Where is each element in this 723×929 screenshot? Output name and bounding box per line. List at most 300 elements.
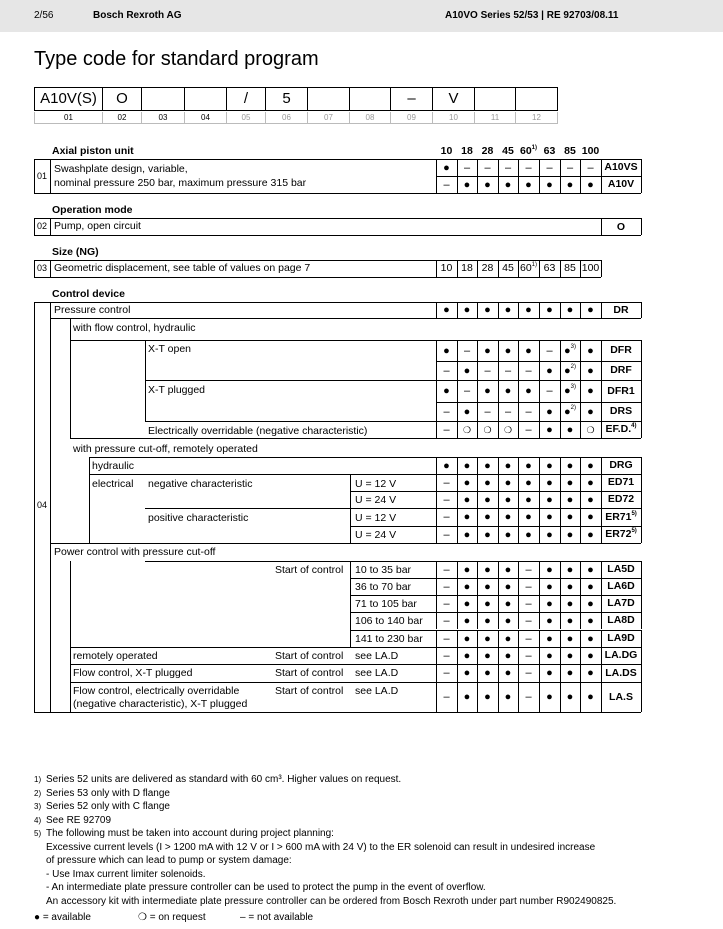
- cell-border: [457, 421, 458, 438]
- size-cell: [580, 262, 601, 274]
- cell-border: [560, 630, 561, 647]
- table-rule: [70, 682, 641, 683]
- voltage-label: U = 12 V: [355, 512, 397, 524]
- availability-cell: [457, 632, 477, 646]
- availability-mark: ●: [566, 178, 574, 191]
- availability-cell: [498, 344, 518, 358]
- cell-border: [560, 508, 561, 526]
- row-description: Swashplate design, variable,: [54, 163, 188, 175]
- availability-mark: ●: [587, 563, 594, 576]
- availability-mark: –: [525, 364, 532, 377]
- cell-border: [641, 561, 642, 578]
- table-rule: [145, 561, 641, 562]
- availability-mark: –: [443, 178, 450, 191]
- availability-mark: ●: [504, 459, 512, 472]
- cell-border: [457, 647, 458, 664]
- cell-border: [539, 402, 540, 421]
- availability-mark: ●: [566, 580, 574, 593]
- cell-border: [518, 682, 519, 712]
- code-text: DRF: [610, 364, 632, 376]
- availability-cell: [539, 510, 560, 524]
- table-rule: [34, 712, 641, 713]
- type-code-value: [601, 632, 641, 644]
- row-description: Pump, open circuit: [54, 220, 141, 232]
- cell-border: [601, 402, 602, 421]
- availability-cell: [539, 423, 560, 437]
- size-cell: [498, 262, 518, 274]
- type-code-value: [601, 493, 641, 505]
- table-rule: [34, 218, 35, 235]
- availability-mark: ●: [504, 344, 512, 357]
- availability-cell: [518, 580, 539, 594]
- cell-border: [498, 630, 499, 647]
- availability-cell: [457, 303, 477, 317]
- availability-mark: ●: [504, 178, 512, 191]
- availability-mark: ●: [484, 304, 491, 316]
- availability-mark: ●: [463, 580, 471, 593]
- availability-cell: [580, 580, 601, 594]
- availability-mark: ●: [564, 385, 571, 397]
- availability-cell: [580, 614, 601, 628]
- availability-mark: –: [443, 563, 450, 576]
- cell-border: [539, 159, 540, 176]
- availability-cell: [539, 178, 560, 192]
- availability-cell: [580, 563, 601, 577]
- availability-cell: [498, 476, 518, 490]
- cell-border: [518, 159, 519, 176]
- cell-border: [641, 630, 642, 647]
- availability-mark: –: [443, 511, 450, 523]
- availability-cell: [560, 459, 580, 473]
- availability-mark: ●: [463, 304, 471, 316]
- type-code-position: 11: [475, 112, 516, 124]
- code-text: LA.S: [609, 690, 633, 703]
- availability-cell: [457, 649, 477, 663]
- availability-mark: ●: [525, 511, 532, 523]
- availability-mark: ●: [566, 423, 574, 436]
- cell-border: [641, 595, 642, 612]
- availability-cell: [436, 528, 457, 542]
- availability-cell: [580, 476, 601, 490]
- availability-mark: ●: [463, 364, 471, 377]
- availability-mark: ●: [484, 649, 491, 662]
- row-label: X-T open: [148, 343, 191, 355]
- size-value: 45: [502, 262, 514, 274]
- cell-border: [518, 474, 519, 491]
- row-description: nominal pressure 250 bar, maximum pressure 315 bar: [54, 177, 307, 189]
- cell-border: [457, 595, 458, 612]
- availability-mark: –: [443, 364, 450, 377]
- start-of-control-label: Start of control: [275, 564, 344, 576]
- availability-cell: [518, 384, 539, 398]
- footnote-text: The following must be taken into account during project planning:: [46, 828, 334, 839]
- cell-border: [601, 561, 602, 578]
- type-code-cell: –: [391, 87, 433, 111]
- cell-border: [518, 402, 519, 421]
- cell-border: [457, 630, 458, 647]
- cell-border: [641, 421, 642, 438]
- availability-cell: [539, 614, 560, 628]
- cell-border: [518, 176, 519, 193]
- availability-cell: [580, 303, 601, 317]
- availability-cell: [477, 384, 498, 398]
- cell-border: [539, 457, 540, 474]
- cell-border: [436, 176, 437, 193]
- cell-border: [539, 302, 540, 318]
- row-label: Flow control, X-T plugged: [73, 667, 193, 679]
- cell-border: [601, 421, 602, 438]
- footnote-number: 2): [34, 788, 42, 798]
- cell-border: [436, 380, 437, 402]
- block-rule: [350, 561, 351, 647]
- availability-mark: ●: [504, 511, 512, 523]
- type-code-value: [601, 649, 641, 661]
- availability-mark: ●: [463, 528, 471, 541]
- availability-cell: [539, 597, 560, 611]
- cell-border: [539, 578, 540, 595]
- table-rule: [34, 277, 601, 278]
- availability-cell: [457, 493, 477, 507]
- cell-border: [457, 578, 458, 595]
- availability-cell: [498, 493, 518, 507]
- cell-border: [560, 682, 561, 712]
- availability-mark: ●: [525, 304, 532, 316]
- availability-cell: [457, 459, 477, 473]
- code-text: ER72: [605, 528, 632, 540]
- availability-mark: ●: [546, 614, 553, 627]
- size-cell: [457, 262, 477, 274]
- cell-border: [601, 508, 602, 526]
- footnote-text: Series 52 only with C flange: [46, 801, 170, 812]
- availability-cell: [539, 528, 560, 542]
- cell-border: [539, 340, 540, 361]
- footnote: [34, 773, 714, 787]
- size-header: [477, 145, 498, 157]
- cell-border: [641, 508, 642, 526]
- availability-mark: ●: [504, 580, 512, 593]
- cell-border: [580, 302, 581, 318]
- availability-mark: ●: [463, 476, 471, 489]
- type-code-value: [601, 161, 641, 173]
- cell-border: [518, 526, 519, 543]
- availability-cell: [436, 614, 457, 628]
- voltage-label: U = 24 V: [355, 529, 397, 541]
- availability-mark: ●: [546, 493, 553, 506]
- availability-cell: [539, 493, 560, 507]
- availability-cell: [518, 597, 539, 611]
- cell-border: [641, 340, 642, 361]
- size-header: [560, 145, 580, 157]
- cell-border: [601, 630, 602, 647]
- availability-mark: ●: [566, 614, 574, 627]
- row-label: electrical: [92, 478, 134, 490]
- availability-cell: [580, 690, 601, 704]
- footnote-number: 5): [34, 829, 42, 838]
- voltage-label: U = 24 V: [355, 494, 397, 506]
- cell-border: [498, 176, 499, 193]
- availability-cell: [498, 597, 518, 611]
- cell-border: [601, 595, 602, 612]
- size-cell: [518, 262, 539, 274]
- availability-mark: –: [525, 632, 532, 645]
- availability-cell: [580, 405, 601, 419]
- footnote-ref: 1): [531, 262, 538, 268]
- availability-cell: [436, 563, 457, 577]
- type-code-value: [601, 304, 641, 316]
- cell-border: [601, 340, 602, 361]
- availability-mark: ●: [566, 597, 574, 610]
- availability-mark: ●: [504, 597, 512, 610]
- availability-mark: ●: [566, 493, 574, 506]
- availability-cell: [477, 510, 498, 524]
- cell-border: [641, 491, 642, 508]
- availability-mark: ●: [564, 405, 571, 418]
- cell-border: [518, 421, 519, 438]
- code-text: ED72: [607, 493, 635, 505]
- size-cell: [477, 262, 498, 274]
- cell-border: [601, 260, 602, 277]
- type-code-value: [601, 691, 641, 703]
- cell-border: [539, 612, 540, 629]
- availability-cell: [477, 178, 498, 192]
- type-code-value: [601, 385, 641, 397]
- availability-mark: ●: [525, 476, 532, 489]
- size-cell: [560, 262, 580, 274]
- table-rule: [50, 218, 51, 235]
- table-rule: [350, 595, 641, 596]
- type-code-cell: [142, 87, 185, 111]
- availability-cell: [560, 476, 580, 490]
- cell-border: [457, 340, 458, 361]
- availability-cell: [436, 178, 457, 192]
- availability-mark: ●: [587, 580, 594, 593]
- cell-border: [457, 176, 458, 193]
- voltage-label: U = 12 V: [355, 478, 397, 490]
- footnote-number: 3): [34, 802, 42, 811]
- cell-border: [580, 176, 581, 193]
- availability-cell: [518, 303, 539, 317]
- availability-cell: [436, 580, 457, 594]
- cell-border: [457, 526, 458, 543]
- cell-border: [436, 508, 437, 526]
- availability-mark: –: [443, 493, 450, 506]
- code-text: LA7D: [607, 597, 635, 609]
- cell-border: [560, 647, 561, 664]
- availability-cell: [436, 649, 457, 663]
- availability-mark: –: [443, 580, 450, 593]
- cell-border: [641, 361, 642, 380]
- availability-mark: ●: [525, 344, 532, 357]
- availability-mark: ●: [484, 563, 491, 576]
- availability-cell: [477, 161, 498, 175]
- availability-mark: ●: [525, 459, 532, 472]
- cell-border: [436, 595, 437, 612]
- type-code-value: [601, 563, 641, 575]
- availability-cell: [498, 423, 518, 437]
- cell-border: [498, 361, 499, 380]
- cell-border: [457, 682, 458, 712]
- availability-mark: –: [525, 161, 532, 174]
- reference-label: see LA.D: [355, 685, 399, 697]
- legend-on-request: ❍ = on request: [138, 912, 206, 923]
- cell-border: [477, 491, 478, 508]
- availability-mark: ●: [587, 632, 594, 645]
- availability-mark: –: [525, 423, 532, 436]
- cell-border: [498, 302, 499, 318]
- cell-border: [436, 664, 437, 682]
- cell-border: [539, 474, 540, 491]
- cell-border: [560, 526, 561, 543]
- availability-mark: ●: [443, 385, 450, 397]
- size-value: 85: [564, 145, 576, 157]
- availability-mark: ●: [566, 667, 574, 679]
- cell-border: [457, 361, 458, 380]
- cell-border: [436, 578, 437, 595]
- availability-cell: [518, 614, 539, 628]
- cell-border: [580, 612, 581, 629]
- availability-cell: [436, 476, 457, 490]
- cell-border: [560, 402, 561, 421]
- cell-border: [498, 402, 499, 421]
- availability-mark: ●: [463, 459, 471, 472]
- type-code-position: 07: [308, 112, 350, 124]
- availability-cell: [560, 364, 580, 378]
- availability-cell: [580, 344, 601, 358]
- size-header: [436, 145, 457, 157]
- cell-border: [560, 664, 561, 682]
- cell-border: [436, 159, 437, 176]
- cell-border: [580, 402, 581, 421]
- row-number: 03: [37, 263, 48, 273]
- availability-mark: ●: [525, 178, 532, 191]
- cell-border: [518, 508, 519, 526]
- availability-cell: [580, 161, 601, 175]
- availability-mark: ●: [504, 528, 512, 541]
- cell-border: [601, 361, 602, 380]
- cell-border: [641, 578, 642, 595]
- availability-cell: [457, 563, 477, 577]
- cell-border: [477, 612, 478, 629]
- cell-border: [601, 474, 602, 491]
- availability-cell: [580, 493, 601, 507]
- table-rule: [350, 526, 641, 527]
- availability-mark: –: [484, 405, 491, 418]
- availability-mark: –: [525, 667, 532, 679]
- table-rule: [350, 630, 641, 631]
- cell-border: [498, 159, 499, 176]
- availability-cell: [580, 423, 601, 437]
- table-rule: [89, 474, 641, 475]
- availability-mark: ●: [484, 528, 491, 541]
- availability-mark: ●: [546, 667, 553, 679]
- availability-cell: [539, 384, 560, 398]
- availability-cell: [580, 510, 601, 524]
- availability-mark: ●: [546, 459, 553, 472]
- cell-border: [641, 402, 642, 421]
- type-code-value: O: [616, 221, 626, 233]
- availability-mark: ●: [504, 691, 512, 703]
- cell-border: [539, 380, 540, 402]
- document-reference: A10VO Series 52/53 | RE 92703/08.11: [445, 10, 619, 21]
- availability-cell: [457, 405, 477, 419]
- availability-cell: [580, 459, 601, 473]
- row-label: with flow control, hydraulic: [73, 322, 196, 334]
- availability-cell: [518, 563, 539, 577]
- table-rule: [34, 302, 35, 712]
- cell-border: [580, 508, 581, 526]
- cell-border: [457, 664, 458, 682]
- size-cell: [436, 262, 457, 274]
- footnote-ref: 2): [570, 404, 576, 411]
- block-rule: [145, 340, 146, 421]
- availability-mark: –: [443, 614, 450, 627]
- table-rule: [50, 302, 51, 712]
- cell-border: [477, 361, 478, 380]
- availability-cell: [457, 690, 477, 704]
- type-code-position: 01: [34, 112, 103, 124]
- availability-cell: [436, 364, 457, 378]
- cell-border: [601, 159, 602, 176]
- availability-mark: ❍: [503, 424, 513, 435]
- cell-border: [580, 647, 581, 664]
- availability-cell: [539, 666, 560, 680]
- availability-mark: –: [525, 405, 532, 418]
- availability-cell: [477, 597, 498, 611]
- cell-border: [498, 526, 499, 543]
- cell-border: [580, 474, 581, 491]
- availability-cell: [560, 528, 580, 542]
- availability-mark: ●: [587, 405, 594, 418]
- availability-mark: –: [443, 667, 450, 679]
- availability-cell: [518, 649, 539, 663]
- cell-border: [436, 647, 437, 664]
- availability-cell: [498, 632, 518, 646]
- type-code-cell: [308, 87, 350, 111]
- size-value: 10: [440, 145, 453, 157]
- cell-border: [560, 612, 561, 629]
- availability-mark: ●: [525, 528, 532, 541]
- reference-label: see LA.D: [355, 667, 399, 679]
- company-name: Bosch Rexroth AG: [93, 10, 182, 21]
- cell-border: [498, 595, 499, 612]
- availability-mark: ●: [587, 528, 594, 541]
- table-rule: [34, 260, 601, 261]
- availability-cell: [518, 364, 539, 378]
- availability-mark: –: [443, 632, 450, 645]
- availability-cell: [560, 649, 580, 663]
- availability-mark: ●: [587, 304, 594, 316]
- cell-border: [601, 526, 602, 543]
- cell-border: [580, 361, 581, 380]
- availability-mark: ●: [484, 597, 491, 610]
- cell-border: [457, 491, 458, 508]
- cell-border: [498, 491, 499, 508]
- footnote-text: See RE 92709: [46, 814, 112, 826]
- cell-border: [601, 664, 602, 682]
- row-number: 02: [37, 221, 48, 231]
- cell-border: [498, 421, 499, 438]
- availability-mark: ❍: [462, 424, 472, 435]
- cell-border: [560, 491, 561, 508]
- footnote-number: 1): [34, 775, 42, 784]
- cell-border: [518, 380, 519, 402]
- footnote-5-line: - Use Imax current limiter solenoids.: [46, 868, 206, 880]
- availability-cell: [457, 476, 477, 490]
- availability-mark: ●: [546, 304, 553, 316]
- block-rule: [89, 457, 90, 543]
- cell-border: [641, 176, 642, 193]
- cell-border: [518, 457, 519, 474]
